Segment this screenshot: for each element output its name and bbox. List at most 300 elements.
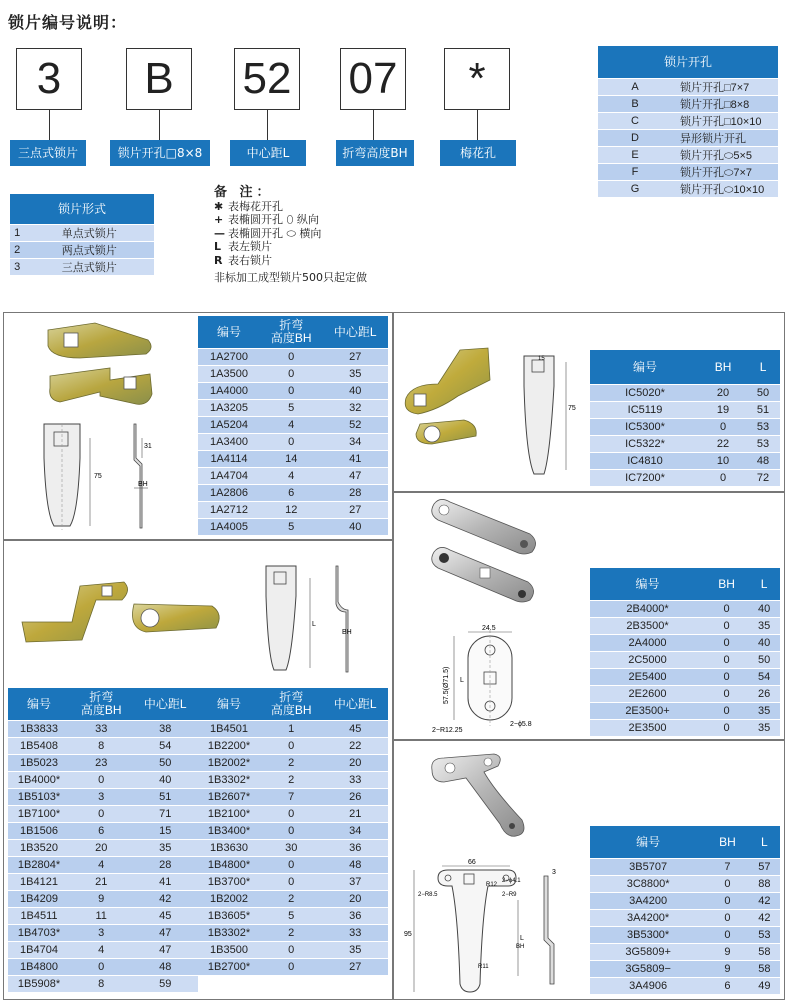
table-row (198, 754, 388, 771)
table-row (8, 805, 198, 822)
table-row (198, 720, 388, 737)
table-cell: 7 (260, 788, 322, 805)
lock-form-title: 锁片形式 (10, 194, 154, 224)
table-cell: 50 (132, 754, 198, 771)
technical-drawing-1a (30, 418, 180, 536)
table-cell: 2E3500 (590, 719, 705, 736)
table-cell: 0 (705, 634, 748, 651)
table-cell: 27 (322, 348, 388, 365)
table-row (198, 737, 388, 754)
table-cell: 1B1506 (8, 822, 70, 839)
table-cell: 1A4114 (198, 450, 260, 467)
table-row (590, 702, 780, 719)
table-row (590, 435, 780, 452)
r85-label: 2−R8.5 (418, 892, 438, 898)
table-row (198, 416, 388, 433)
table-row (590, 858, 780, 875)
table-cell: 4 (70, 856, 132, 873)
table-cell: 6 (706, 977, 749, 994)
table-row (8, 737, 198, 754)
table-cell: 2 (260, 890, 322, 907)
table-cell: 22 (322, 737, 388, 754)
table-cell: 1B3302* (198, 924, 260, 941)
table-cell: 1B3630 (198, 839, 260, 856)
table-cell: 71 (132, 805, 198, 822)
table-cell: 20 (70, 839, 132, 856)
table-row (590, 600, 780, 617)
table-row (198, 907, 388, 924)
table-cell: 3B5300* (590, 926, 706, 943)
table-cell: 1A2700 (198, 348, 260, 365)
table-cell: 1B3605* (198, 907, 260, 924)
table-cell: 35 (748, 617, 780, 634)
table-cell: 21 (70, 873, 132, 890)
table-cell: 47 (322, 467, 388, 484)
table-cell: 3A4906 (590, 977, 706, 994)
right-letter: R (214, 253, 223, 267)
table-cell: 45 (322, 720, 388, 737)
table-cell: 1B7100* (8, 805, 70, 822)
table-row (590, 909, 780, 926)
table-cell: 1B4800 (8, 958, 70, 975)
table-cell: 51 (746, 401, 780, 418)
table-cell: 2C5000 (590, 651, 705, 668)
table-1b-left: 编号 折弯 高度BH 中心距L 1B3833 33 38 1B5408 8 54 1B5023 23 50 1B4000* 0 40 1B5103* 3 51 1B7100* 0 71 1B1506 6 15 1B3520 20 35 1B2804* 4 28 1B4121 21 41 1B4209 9 42 1B4511 11 45 1B4703* 3 47 1B4704 4 47 1B4800 0 48 1B5908* 8 59 (8, 688, 198, 992)
table-cell: 11 (70, 907, 132, 924)
table-row (590, 977, 780, 994)
table-row (590, 617, 780, 634)
table-cell: 33 (70, 720, 132, 737)
bh-label: BH (342, 629, 352, 636)
table-ic: 编号 BH L IC5020* 20 50 IC5119 19 51 IC5300* 0 53 IC5322* 22 53 IC4810 10 48 IC7200* 0 72 (590, 350, 780, 486)
table-row (198, 822, 388, 839)
table-cell: 35 (132, 839, 198, 856)
connector-line (49, 110, 50, 140)
table-row (198, 399, 388, 416)
table-row (590, 469, 780, 486)
bh-label: BH (516, 944, 525, 950)
table-cell: 0 (260, 856, 322, 873)
table-cell: 14 (260, 450, 322, 467)
table-cell: 1A5204 (198, 416, 260, 433)
table-cell: 41 (132, 873, 198, 890)
table-row (8, 788, 198, 805)
code-label-3: 中心距L (230, 140, 306, 166)
table-row (8, 907, 198, 924)
table-row (198, 941, 388, 958)
table-cell: 53 (746, 435, 780, 452)
table-cell: 4 (260, 467, 322, 484)
table-cell: 0 (260, 433, 322, 450)
table-cell: 0 (706, 892, 749, 909)
radius-label: 2−R12.25 (432, 727, 463, 734)
table-row (590, 685, 780, 702)
table-cell: 0 (260, 822, 322, 839)
table-cell: 37 (322, 873, 388, 890)
table-cell: 1B5408 (8, 737, 70, 754)
table-cell: 0 (260, 365, 322, 382)
table-cell: 9 (706, 943, 749, 960)
table-cell: 51 (132, 788, 198, 805)
table-cell: 50 (746, 384, 780, 401)
table-cell: 0 (260, 348, 322, 365)
technical-drawing-2 (430, 620, 570, 736)
table-row (198, 467, 388, 484)
table-cell: 8 (70, 975, 132, 992)
table-cell: 0 (706, 909, 749, 926)
table-cell: 34 (322, 433, 388, 450)
table-cell: 3 (70, 788, 132, 805)
lock-plate-photo-ic (398, 344, 508, 464)
table-row (8, 941, 198, 958)
connector-line (267, 110, 268, 140)
table-cell: 6 (260, 484, 322, 501)
technical-drawing-3 (398, 856, 588, 1000)
table-cell: 15 (132, 822, 198, 839)
table-cell: 1B3700* (198, 873, 260, 890)
table-cell: 20 (700, 384, 746, 401)
table-cell: 10 (700, 452, 746, 469)
table-cell: 0 (260, 805, 322, 822)
table-row (590, 651, 780, 668)
table-cell: 2B4000* (590, 600, 705, 617)
note-item: ✱ 表梅花开孔 (214, 199, 283, 213)
dim-31-label: 31 (144, 443, 152, 450)
table-cell: 38 (132, 720, 198, 737)
table-cell: 5 (260, 518, 322, 535)
table-cell: 27 (322, 501, 388, 518)
table-row (198, 484, 388, 501)
table-cell: IC5119 (590, 401, 700, 418)
table-cell: 32 (322, 399, 388, 416)
table-cell: 2E5400 (590, 668, 705, 685)
table-cell: 9 (70, 890, 132, 907)
table-row (198, 788, 388, 805)
table-row (198, 382, 388, 399)
table-row (8, 771, 198, 788)
table-cell: IC5300* (590, 418, 700, 435)
table-cell: 1B5908* (8, 975, 70, 992)
table-cell: 2B3500* (590, 617, 705, 634)
page-title: 锁片编号说明： (8, 13, 128, 32)
table-cell: 1A2712 (198, 501, 260, 518)
note-item: — 表椭圆开孔 ⬭ 横向 (214, 226, 322, 240)
code-label-1: 三点式锁片 (10, 140, 86, 166)
table-cell: 36 (322, 907, 388, 924)
minus-icon: — (214, 226, 225, 240)
table-cell: 0 (70, 958, 132, 975)
table-cell: 1B4800* (198, 856, 260, 873)
table-row (198, 873, 388, 890)
table-cell: 35 (748, 702, 780, 719)
table-cell: 0 (70, 771, 132, 788)
table-cell: 1B3400* (198, 822, 260, 839)
table-cell: 0 (705, 617, 748, 634)
table-cell: 88 (749, 875, 780, 892)
table-cell: 3A4200 (590, 892, 706, 909)
table-cell: 33 (322, 771, 388, 788)
table-cell: 3G5809− (590, 960, 706, 977)
table-cell: 1B3302* (198, 771, 260, 788)
table-cell: 1B2200* (198, 737, 260, 754)
lock-plate-photo-1b (16, 570, 236, 660)
table-cell: 1B3520 (8, 839, 70, 856)
table-cell: 23 (70, 754, 132, 771)
technical-drawing-ic (516, 352, 582, 486)
table-cell: 34 (322, 822, 388, 839)
dim-75-label: 75 (94, 473, 102, 480)
table-cell: 2 (260, 771, 322, 788)
table-cell: 53 (746, 418, 780, 435)
code-label-5: 梅花孔 (440, 140, 516, 166)
table-cell: 35 (322, 365, 388, 382)
table-cell: 1B2804* (8, 856, 70, 873)
table-3: 编号 BH L 3B5707 7 57 3C8800* 0 88 3A4200 0 42 3A4200* 0 42 3B5300* 0 53 3G5809+ 9 58 3G5809− 9 58 3A4906 6 49 (590, 826, 780, 994)
l-label: L (520, 935, 524, 942)
table-cell: 1B3833 (8, 720, 70, 737)
table-cell: 0 (700, 469, 746, 486)
table-row (8, 873, 198, 890)
table-cell: 2 (260, 924, 322, 941)
table-row (590, 719, 780, 736)
table-cell: 4 (70, 941, 132, 958)
table-row (8, 890, 198, 907)
table-row (590, 384, 780, 401)
table-cell: 1 (260, 720, 322, 737)
table-row (590, 668, 780, 685)
table-cell: 1B2002* (198, 754, 260, 771)
table-cell: 26 (322, 788, 388, 805)
table-row (590, 960, 780, 977)
table-cell: 1B4703* (8, 924, 70, 941)
dim-15-label: 15 (538, 356, 545, 362)
table-cell: 1B4121 (8, 873, 70, 890)
table-cell: 3C8800* (590, 875, 706, 892)
table-cell: 0 (260, 958, 322, 975)
lock-plate-photo-2 (420, 494, 550, 614)
code-label-2: 锁片开孔□8×8 (110, 140, 210, 166)
table-cell: 48 (746, 452, 780, 469)
asterisk-icon: ✱ (214, 199, 224, 213)
table-row (198, 501, 388, 518)
table-cell: IC7200* (590, 469, 700, 486)
r12-label: R12 (486, 882, 498, 888)
table-cell: 41 (322, 450, 388, 467)
table-cell: 1A3500 (198, 365, 260, 382)
table-cell: 36 (322, 839, 388, 856)
table-cell: 48 (132, 958, 198, 975)
table-row (198, 856, 388, 873)
code-part-2: B (126, 48, 192, 110)
table-row (8, 958, 198, 975)
table-cell: 48 (322, 856, 388, 873)
connector-line (373, 110, 374, 140)
table-cell: 54 (132, 737, 198, 754)
table-cell: 0 (706, 926, 749, 943)
table-row (198, 433, 388, 450)
code-part-5: * (444, 48, 510, 110)
table-cell: 1A3400 (198, 433, 260, 450)
table-cell: 30 (260, 839, 322, 856)
table-cell: 12 (260, 501, 322, 518)
table-2: 编号 BH L 2B4000* 0 40 2B3500* 0 35 2A4000 0 40 2C5000 0 50 2E5400 0 54 2E2600 0 26 2E3500+ 0 35 2E3500 0 35 (590, 568, 780, 736)
table-row (8, 839, 198, 856)
table-cell: 20 (322, 890, 388, 907)
table-cell: 40 (322, 382, 388, 399)
table-1b-right: 编号 折弯 高度BH 中心距L 1B4501 1 45 1B2200* 0 22 1B2002* 2 20 1B3302* 2 33 1B2607* 7 26 1B2100* 0 21 1B3400* 0 34 1B3630 30 36 1B4800* 0 48 1B3700* 0 37 1B2002 2 20 1B3605* 5 36 1B3302* 2 33 1B3500 0 35 1B2700* 0 27 (198, 688, 388, 975)
table-cell: 28 (322, 484, 388, 501)
table-cell: 0 (260, 873, 322, 890)
table-cell: 47 (132, 941, 198, 958)
table-row (198, 890, 388, 907)
width-label: 24.5 (482, 625, 496, 632)
note-item: R 表右锁片 (214, 253, 272, 267)
table-cell: 1B2607* (198, 788, 260, 805)
table-cell: 0 (705, 719, 748, 736)
table-cell: 58 (749, 943, 780, 960)
table-cell: 4 (260, 416, 322, 433)
table-cell: 22 (700, 435, 746, 452)
table-cell: 2 (260, 754, 322, 771)
table-cell: 0 (705, 651, 748, 668)
table-cell: 2A4000 (590, 634, 705, 651)
table-cell: 49 (749, 977, 780, 994)
table-cell: 40 (322, 518, 388, 535)
table-row (198, 805, 388, 822)
table-row (8, 754, 198, 771)
r9-label: 2−R9 (502, 892, 517, 898)
table-cell: 6 (70, 822, 132, 839)
table-row (590, 418, 780, 435)
table-cell: 1B4209 (8, 890, 70, 907)
width-66-label: 66 (468, 859, 476, 866)
table-cell: 0 (260, 382, 322, 399)
table-cell: 0 (706, 875, 749, 892)
note-item: + 表椭圆开孔 ⬯ 纵向 (214, 213, 319, 226)
table-cell: 40 (748, 600, 780, 617)
table-cell: 42 (132, 890, 198, 907)
table-cell: 57 (749, 858, 780, 875)
table-cell: 40 (132, 771, 198, 788)
thickness-label: 3 (552, 869, 556, 876)
table-cell: IC4810 (590, 452, 700, 469)
table-cell: 35 (748, 719, 780, 736)
table-row (198, 771, 388, 788)
table-cell: 0 (260, 737, 322, 754)
dim-75-label: 75 (568, 405, 576, 412)
table-cell: 53 (749, 926, 780, 943)
table-row (8, 822, 198, 839)
table-cell: 2E3500+ (590, 702, 705, 719)
table-cell: 1B5103* (8, 788, 70, 805)
lock-form-table: 锁片形式 1 单点式锁片 2 两点式锁片 3 三点式锁片 (10, 194, 154, 275)
connector-line (477, 110, 478, 140)
table-cell: 26 (748, 685, 780, 702)
table-cell: 0 (700, 418, 746, 435)
l-label: L (312, 621, 316, 628)
lock-plate-photo-1a (40, 318, 160, 418)
table-cell: 54 (748, 668, 780, 685)
table-cell: 0 (260, 941, 322, 958)
table-cell: 7 (706, 858, 749, 875)
table-cell: 1B5023 (8, 754, 70, 771)
table-1a: 编号 折弯 高度BH 中心距L 1A2700 0 27 1A3500 0 35 1A4000 0 40 1A3205 5 32 1A5204 4 52 1A3400 0 34 1A4114 14 41 1A4704 4 47 1A2806 6 28 1A2712 12 27 1A4005 5 40 (198, 316, 388, 535)
table-cell: 3B5707 (590, 858, 706, 875)
code-label-4: 折弯高度BH (336, 140, 414, 166)
bh-label: BH (138, 481, 148, 488)
table-cell: 42 (749, 892, 780, 909)
table-cell: 1B3500 (198, 941, 260, 958)
table-cell: 19 (700, 401, 746, 418)
table-row (590, 452, 780, 469)
table-cell: 1B2700* (198, 958, 260, 975)
table-cell: 8 (70, 737, 132, 754)
table-cell: 35 (322, 941, 388, 958)
table-cell: 59 (132, 975, 198, 992)
table-row (590, 401, 780, 418)
table-row (198, 924, 388, 941)
table-cell: 2E2600 (590, 685, 705, 702)
table-cell: 1A3205 (198, 399, 260, 416)
technical-drawing-1b (256, 560, 376, 678)
notes-footer: 非标加工成型锁片500只起定做 (214, 271, 367, 284)
plus-icon: + (214, 213, 224, 226)
table-row (198, 365, 388, 382)
table-row (590, 926, 780, 943)
hole-table: 锁片开孔 A 锁片开孔□7×7 B 锁片开孔□8×8 C 锁片开孔□10×10 D 异形锁片开孔 E 锁片开孔⬭5×5 F 锁片开孔⬭7×7 G 锁片开孔⬭10×10 (598, 46, 778, 197)
table-cell: 40 (748, 634, 780, 651)
table-row (198, 839, 388, 856)
table-cell: 47 (132, 924, 198, 941)
table-cell: 72 (746, 469, 780, 486)
table-cell: 1A4000 (198, 382, 260, 399)
table-cell: 3A4200* (590, 909, 706, 926)
h95-label: 95 (404, 931, 412, 938)
table-row (8, 924, 198, 941)
table-cell: 0 (705, 702, 748, 719)
table-cell: 1B4000* (8, 771, 70, 788)
table-cell: 0 (705, 600, 748, 617)
table-cell: 3G5809+ (590, 943, 706, 960)
table-cell: 45 (132, 907, 198, 924)
table-cell: 3 (70, 924, 132, 941)
table-row (8, 975, 198, 992)
table-row (198, 518, 388, 535)
table-cell: 1B2002 (198, 890, 260, 907)
notes (214, 186, 367, 285)
table-cell: 1A4704 (198, 467, 260, 484)
table-row (590, 875, 780, 892)
note-item: L 表左锁片 (214, 240, 272, 253)
table-cell: 42 (749, 909, 780, 926)
table-cell: 5 (260, 399, 322, 416)
table-row (8, 856, 198, 873)
table-cell: 1B4511 (8, 907, 70, 924)
hole-dia-label: 2−ϕ4.1 (502, 878, 521, 884)
table-cell: 33 (322, 924, 388, 941)
table-row (198, 450, 388, 467)
code-part-4: 07 (340, 48, 406, 110)
table-cell: 9 (706, 960, 749, 977)
table-cell: 1B4501 (198, 720, 260, 737)
left-letter: L (214, 240, 222, 253)
table-cell: 20 (322, 754, 388, 771)
table-cell: 1A4005 (198, 518, 260, 535)
notes-heading: 备 注： (214, 185, 274, 200)
table-row (198, 348, 388, 365)
height-label: 57.5(Ø71.5) (443, 666, 450, 704)
table-cell: 1B4704 (8, 941, 70, 958)
